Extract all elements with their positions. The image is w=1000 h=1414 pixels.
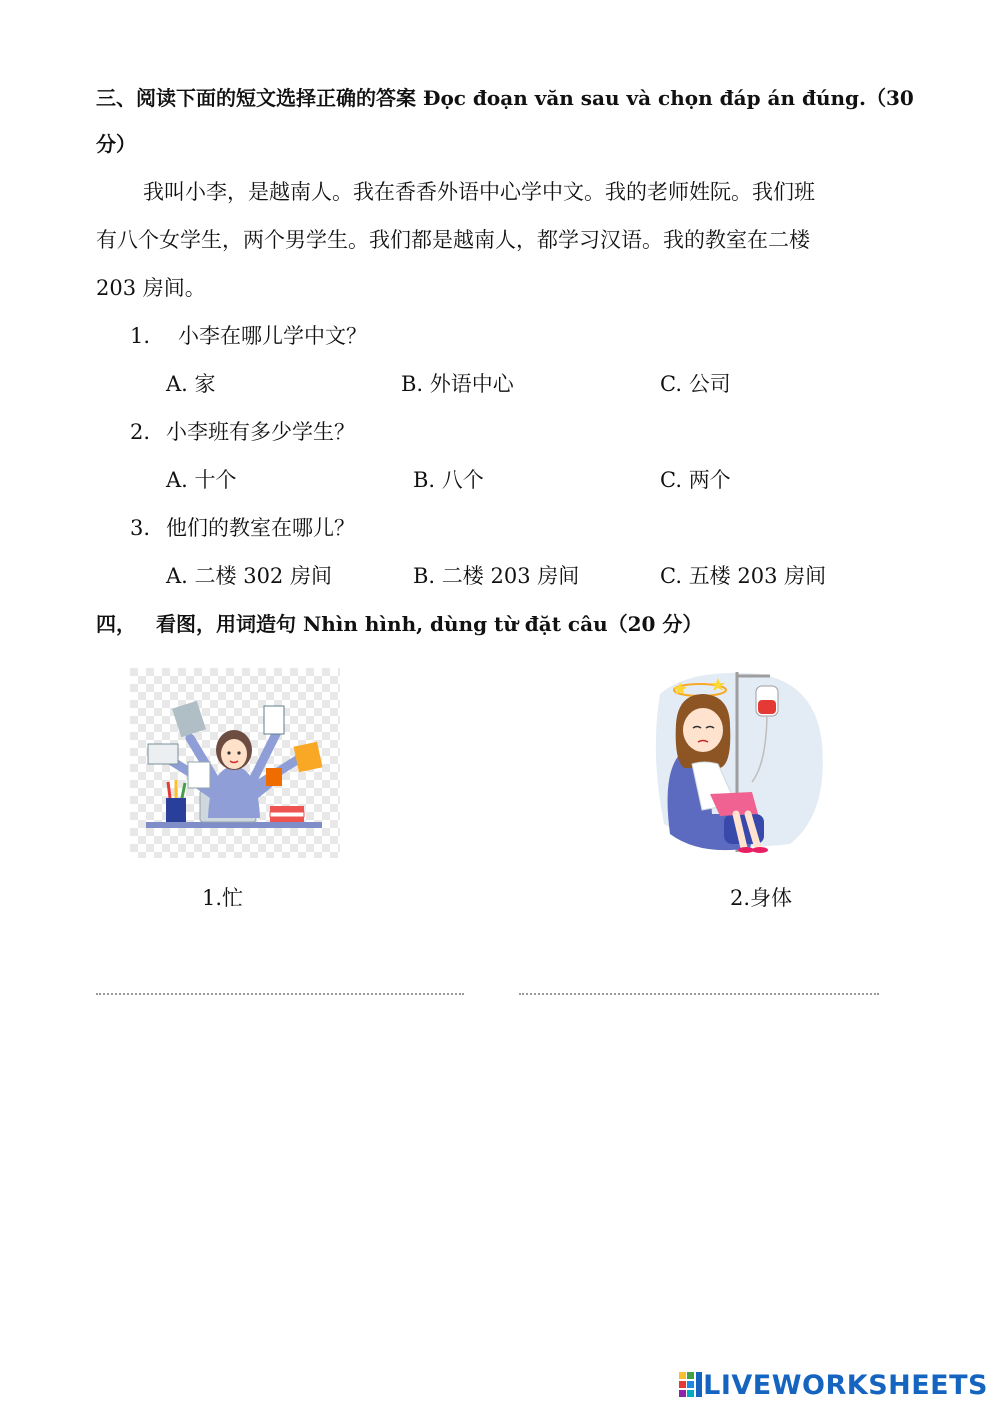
option-letter: B. (413, 468, 436, 492)
option-text: 八个 (441, 468, 484, 492)
q1-option-b[interactable] (401, 369, 514, 399)
option-letter: C. (660, 372, 682, 396)
q1-option-c[interactable] (660, 369, 731, 399)
option-letter: B. (413, 564, 436, 588)
option-text: 公司 (688, 372, 731, 396)
q2-option-a[interactable] (166, 465, 237, 495)
option-text: 外语中心 (429, 372, 514, 396)
question-text: 小李班有多少学生？ (166, 420, 355, 444)
q2-option-c[interactable] (660, 465, 731, 495)
option-text: 家 (194, 372, 216, 396)
section4-title: 看图，用词造句 Nhìn hình, dùng từ đặt câu（20 分） (156, 612, 703, 636)
question-number: 3. (130, 516, 151, 540)
q3-option-c[interactable] (660, 561, 826, 591)
option-text: 两个 (688, 468, 731, 492)
question-text: 小李在哪儿学中文？ (178, 324, 367, 348)
option-text: 二楼 203 房间 (441, 564, 580, 588)
busy-woman-illustration (130, 668, 340, 858)
sentence-answer-1[interactable] (96, 964, 468, 994)
option-text: 十个 (194, 468, 237, 492)
question-number: 1. (130, 324, 151, 348)
liveworksheets-logo-icon (679, 1372, 703, 1398)
option-letter: C. (660, 468, 682, 492)
option-text: 五楼 203 房间 (688, 564, 827, 588)
option-letter: A. (166, 372, 188, 396)
sick-girl-iv-illustration (640, 664, 830, 858)
liveworksheets-logo (679, 1370, 988, 1400)
section3-title-line1: 三、阅读下面的短文选择正确的答案 Đọc đoạn văn sau và chọn đáp án đúng.（30 (96, 86, 914, 110)
question-text: 他们的教室在哪儿？ (166, 516, 355, 540)
option-letter: A. (166, 468, 188, 492)
question-number: 2. (130, 420, 151, 444)
q3-option-b[interactable] (413, 561, 579, 591)
section4-number: 四， (96, 612, 136, 636)
answer-line-2 (519, 993, 879, 995)
sentence-answer-2[interactable] (519, 964, 883, 994)
answer-line-1 (96, 993, 464, 995)
option-text: 二楼 302 房间 (194, 564, 332, 588)
passage-line: 有八个女学生，两个男学生。我们都是越南人，都学习汉语。我的教室在二楼 (96, 228, 810, 252)
passage-line: 我叫小李，是越南人。我在香香外语中心学中文。我的老师姓阮。我们班 (143, 180, 815, 204)
picture-2-caption: 2.身体 (730, 886, 793, 910)
q2-option-b[interactable] (413, 465, 484, 495)
logo-text: LIVEWORKSHEETS (703, 1369, 988, 1401)
option-letter: C. (660, 564, 682, 588)
passage-line: 203 房间。 (96, 276, 206, 300)
q1-option-a[interactable] (166, 369, 216, 399)
option-letter: A. (166, 564, 188, 588)
q3-option-a[interactable] (166, 561, 332, 591)
section3-title-line2: 分） (96, 132, 136, 156)
picture-1-caption: 1.忙 (202, 886, 244, 910)
option-letter: B. (401, 372, 424, 396)
